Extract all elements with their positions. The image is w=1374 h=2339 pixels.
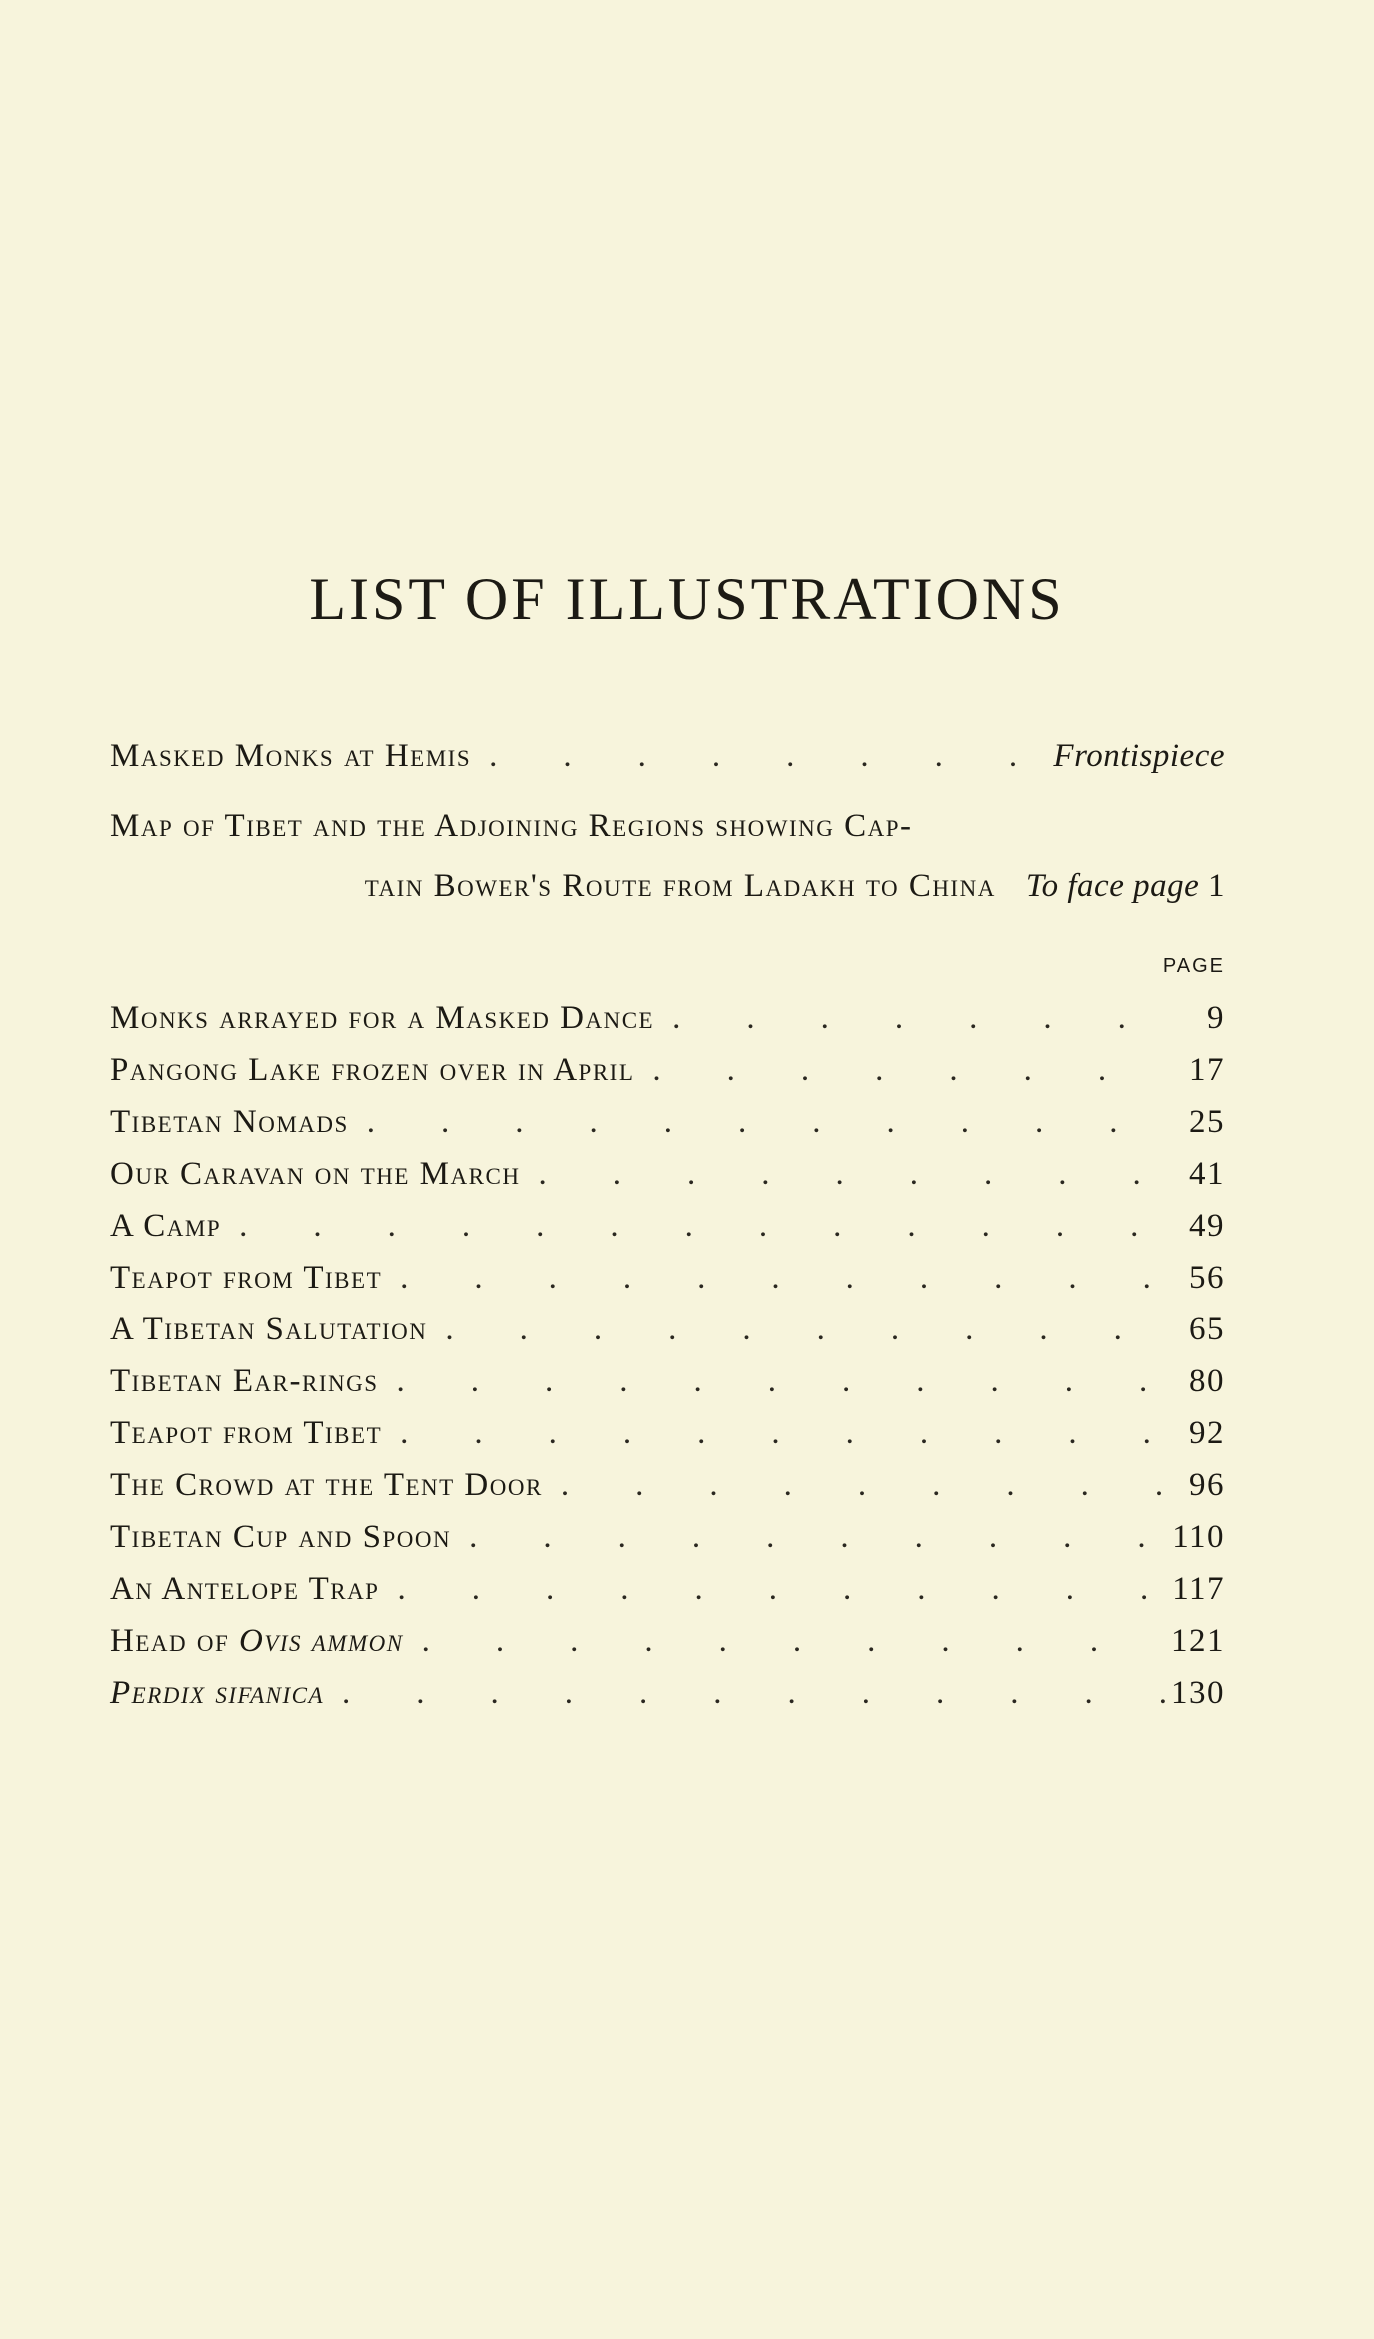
- page-title: LIST OF ILLUSTRATIONS: [309, 566, 1065, 632]
- entry-title: Head of: [110, 1622, 240, 1659]
- map-entry-line1: Map of Tibet and the Adjoining Regions showing Cap-: [110, 808, 913, 844]
- entry-page-number: 96: [1189, 1467, 1225, 1504]
- dot-leader: [451, 1519, 1165, 1556]
- entry-label: [110, 1623, 404, 1660]
- illustration-entry: [110, 1519, 1225, 1569]
- entry-label: [110, 1519, 451, 1556]
- illustration-entry: [110, 1156, 1225, 1206]
- illustration-entry: [110, 1415, 1225, 1465]
- illustration-entry: [110, 1467, 1225, 1517]
- entry-label: [110, 1675, 324, 1712]
- entry-title: The Crowd at the Tent Door: [110, 1467, 543, 1504]
- entry-page-number: 9: [1207, 1000, 1225, 1036]
- entry-label: [110, 1415, 382, 1452]
- entry-page-number: 41: [1189, 1155, 1225, 1192]
- entry-title: A Tibetan Salutation: [110, 1311, 428, 1348]
- dot-leader: [471, 738, 1053, 775]
- map-entry-line2: [110, 868, 1225, 905]
- entry-page-number: 130: [1171, 1674, 1225, 1711]
- entry-title: A Camp: [110, 1207, 222, 1244]
- entry-page-number: 80: [1189, 1363, 1225, 1400]
- dot-leader: [382, 1415, 1165, 1452]
- entry-title: Tibetan Nomads: [110, 1103, 349, 1140]
- entry-label: [110, 1571, 379, 1608]
- illustration-entry: [110, 1363, 1225, 1413]
- entry-title: Teapot from Tibet: [110, 1259, 383, 1296]
- illustration-entry: [110, 1623, 1225, 1673]
- entry-title: Monks arrayed for a Masked Dance: [110, 1000, 655, 1036]
- illustration-entry: [110, 1260, 1225, 1310]
- dot-leader: [221, 1208, 1165, 1245]
- entry-latin-name: Perdix sifanica: [110, 1674, 325, 1711]
- illustration-entry: [110, 1208, 1225, 1258]
- page-column-heading: PAGE: [1162, 955, 1225, 977]
- map-entry-line2-text: tain Bower's Route from Ladakh to China: [364, 868, 996, 904]
- entry-page-number: 121: [1171, 1622, 1225, 1659]
- dot-leader: [427, 1311, 1165, 1348]
- entry-title: An Antelope Trap: [110, 1570, 380, 1607]
- entry-page-number: 25: [1189, 1103, 1225, 1140]
- map-face-page: [1026, 868, 1225, 905]
- dot-leader: [349, 1104, 1165, 1141]
- dot-leader: [654, 1000, 1165, 1037]
- frontispiece-entry: [110, 738, 1225, 788]
- entry-label: [110, 1052, 634, 1089]
- entry-title: Tibetan Cup and Spoon: [110, 1519, 452, 1555]
- entry-latin-name: Ovis ammon: [239, 1622, 404, 1659]
- dot-leader: [379, 1571, 1165, 1608]
- dot-leader: [404, 1623, 1165, 1660]
- entry-page-number: 65: [1189, 1311, 1225, 1348]
- entry-label: [110, 1104, 349, 1141]
- entry-title: Teapot from Tibet: [110, 1415, 383, 1452]
- illustration-entry: [110, 1052, 1225, 1102]
- entry-label: [110, 1363, 379, 1400]
- illustration-entry: [110, 1104, 1225, 1154]
- illustration-entry: [110, 1571, 1225, 1621]
- entry-title: Tibetan Ear-rings: [110, 1363, 379, 1400]
- map-face-label: To face page: [1025, 868, 1200, 904]
- entry-title: Pangong Lake frozen over in April: [110, 1051, 635, 1088]
- illustration-entry: [110, 1311, 1225, 1361]
- entry-label: [110, 1000, 654, 1037]
- entry-page-number: 92: [1189, 1415, 1225, 1452]
- entry-label: [110, 1156, 520, 1193]
- dot-leader: [634, 1052, 1165, 1089]
- entry-page-number: 56: [1189, 1259, 1225, 1296]
- dot-leader: [379, 1363, 1166, 1400]
- entry-label: [110, 1208, 221, 1245]
- entry-page-number: 117: [1172, 1570, 1225, 1607]
- illustration-entry: [110, 1675, 1225, 1725]
- dot-leader: [543, 1467, 1165, 1504]
- dot-leader: [382, 1260, 1165, 1297]
- illustration-entry: [110, 1000, 1225, 1050]
- entry-label: Masked Monks at Hemis: [110, 738, 472, 774]
- dot-leader: [324, 1675, 1165, 1712]
- frontispiece-value: Frontispiece: [1053, 738, 1225, 774]
- entry-page-number: 110: [1172, 1519, 1225, 1555]
- entry-label: [110, 1467, 543, 1504]
- entry-page-number: 49: [1189, 1207, 1225, 1244]
- entry-label: [110, 1260, 382, 1297]
- entry-label: [110, 1311, 427, 1348]
- entry-page-number: 17: [1189, 1051, 1225, 1088]
- dot-leader: [520, 1156, 1165, 1193]
- map-face-number: 1: [1208, 868, 1225, 904]
- entry-title: Our Caravan on the March: [110, 1155, 521, 1192]
